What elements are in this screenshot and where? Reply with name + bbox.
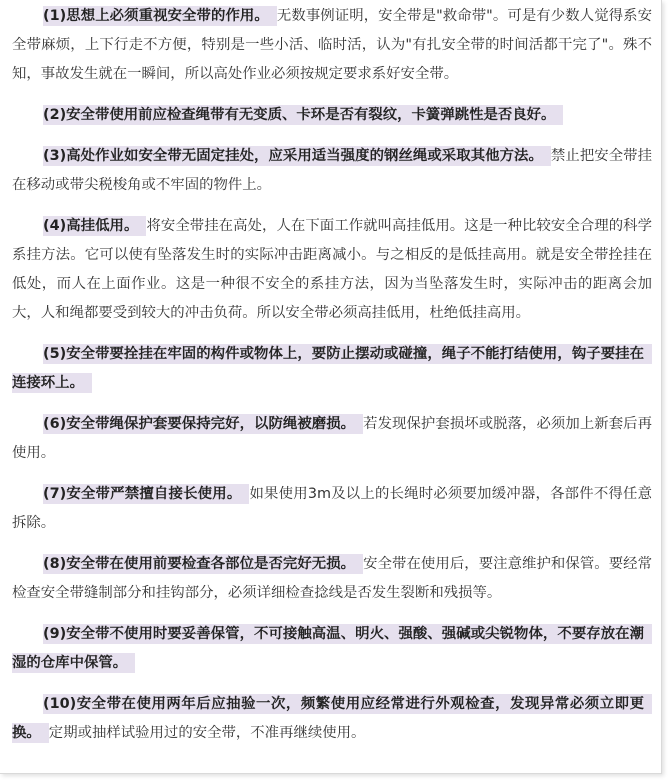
paragraph-4 [12,212,652,328]
paragraph-text: 将安全带挂在高处，人在下面工作就叫高挂低用。这是一种比较安全合理的科学系挂方法。它可以使有坠落发生时的实际冲击距离减小。与之相反的是低挂高用。就是安全带拴挂在低处，而人在上面作业。这是一种很不安全的系挂方法，因为当坠落发生时，实际冲击的距离会加大，人和绳都要受到较大的冲击负荷。所以安全带必须高挂低用，杜绝低挂高用。 [12,218,652,321]
paragraph-heading: (5)安全带要拴挂在牢固的构件或物体上，要防止摆动或碰撞，绳子不能打结使用，钩子要挂在连接环上。 [12,344,652,393]
document-body [12,2,652,760]
paragraph-text: 安全带在使用后，要注意维护和保管。要经常检查安全带缝制部分和挂钩部分，必须详细检查捻线是否发生裂断和残损等。 [12,556,652,601]
paragraph-8 [12,550,652,608]
paragraph-text: 如果使用3m及以上的长绳时必须要加缓冲器，各部件不得任意拆除。 [12,486,652,531]
paragraph-text: 若发现保护套损坏或脱落，必须加上新套后再使用。 [12,416,652,461]
paragraph-text: 定期或抽样试验用过的安全带，不准再继续使用。 [48,725,366,741]
paragraph-heading: (8)安全带在使用前要检查各部位是否完好无损。 [43,554,363,574]
paragraph-7 [12,480,652,538]
paragraph-heading: (10)安全带在使用两年后应抽验一次，频繁使用应经常进行外观检查，发现异常必须立即更换。 [12,694,652,743]
paragraph-9 [12,620,652,678]
paragraph-heading: (4)高挂低用。 [43,216,146,236]
paragraph-heading: (6)安全带绳保护套要保持完好，以防绳被磨损。 [43,414,363,434]
paragraph-10 [12,690,652,748]
paragraph-text: 禁止把安全带挂在移动或带尖税梭角或不牢固的物件上。 [12,148,652,193]
paragraph-heading: (9)安全带不使用时要妥善保管，不可接触高温、明火、强酸、强碱或尖锐物体，不要存放在潮湿的仓库中保管。 [12,624,652,673]
paragraph-3 [12,142,652,200]
paragraph-1 [12,2,652,89]
paragraph-heading: (1)思想上必须重视安全带的作用。 [43,6,277,26]
paragraph-2 [12,101,652,130]
paragraph-heading: (7)安全带严禁擅自接长使用。 [43,484,249,504]
paragraph-heading: (3)高处作业如安全带无固定挂处，应采用适当强度的钢丝绳或采取其他方法。 [43,146,551,166]
paragraph-text: 无数事例证明，安全带是"救命带"。可是有少数人觉得系安全带麻烦，上下行走不方便，特别是一些小活、临时活，认为"有扎安全带的时间活都干完了"。殊不知，事故发生就在一瞬间，所以高处作业必须按规定要求系好安全带。 [12,8,653,82]
paragraph-6 [12,410,652,468]
paragraph-5 [12,340,652,398]
paragraph-heading: (2)安全带使用前应检查绳带有无变质、卡环是否有裂纹，卡簧弹跳性是否良好。 [43,105,563,125]
